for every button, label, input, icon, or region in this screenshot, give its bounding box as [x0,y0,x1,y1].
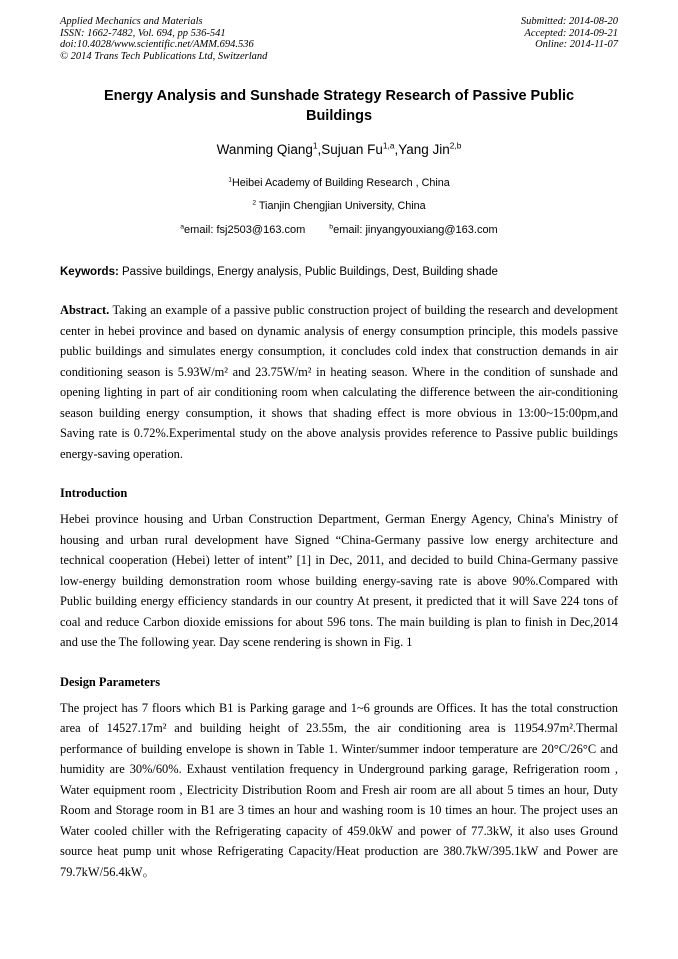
journal-copyright: © 2014 Trans Tech Publications Ltd, Switzerland [60,50,268,62]
paper-title: Energy Analysis and Sunshade Strategy Research of Passive Public Buildings [103,88,575,124]
journal-doi: doi:10.4028/www.scientific.net/AMM.694.536 [60,39,254,50]
introduction-body: Hebei province housing and Urban Construction Department, German Energy Agency, China's Ministry of housing and urban rural development have Signed “China-Germany passive low energy architecture and technical cooperation (Hebei) letter of intent” [1] in Dec, 2011, and decided to build China-Germany passive low-energy building demonstration room whose building energy-saving rate is above 90%.Compared with Public building energy efficiency standards in our country At present, it predicted that it will Save 224 tons of coal and reduce Carbon dioxide emissions for about 596 tons. The main building is plan to finish in Dec,2014 and use the The following year. Day scene rendering is shown in Fig. 1 [60,512,618,649]
journal-info [60,16,267,62]
section-design-parameters [60,675,618,883]
emails-line [60,224,618,237]
submitted-date: Submitted: 2014-08-20 [520,16,618,27]
introduction-heading: Introduction [60,486,128,500]
journal-issn-volume: ISSN: 1662-7482, Vol. 694, pp 536-541 [60,27,226,39]
affiliation-2: $^2$ Tianjin Chengjian University, China [252,199,426,212]
online-date: Online: 2014-11-07 [535,39,618,50]
accepted-date: Accepted: 2014-09-21 [524,27,618,39]
keywords-line [60,265,618,279]
submission-dates [521,16,618,51]
abstract-label: Abstract. [60,303,110,317]
design-parameters-body: The project has 7 floors which B1 is Parking garage and 1~6 grounds are Offices. It has the total construction area of 14527.17m² and building height of 23.55m, the air conditioning area is 11954.97m².Thermal performance of building envelope is shown in Table 1. Winter/summer indoor temperature are 20°C/26°C and humidity are 30%/60%. Exhaust ventilation frequency in Underground parking garage, Refrigeration room , Water equipment room , Electricity Distribution Room and Fresh air room are all about 5 times an hour, Duty Room and Storage room in B1 are 3 times an hour and washing room is 10 times an hour. The project uses an Water cooled chiller with the Refrigerating capacity of 459.0kW and power of 77.3kW, it also uses Ground source heat pump unit whose Refrigerating Capacity/Heat production are 380.7kW/395.1kW and Power are 79.7kW/56.4kW。 [60,700,618,879]
email-item: $^a$email: fsj2503@163.com [180,223,306,236]
keywords-text: Passive buildings, Energy analysis, Public Buildings, Dest, Building shade [122,266,498,278]
journal-title: Applied Mechanics and Materials [60,16,203,27]
journal-header [60,16,618,62]
keywords-label: Keywords: [60,266,119,278]
design-parameters-heading: Design Parameters [60,674,161,689]
section-introduction [60,486,618,653]
affiliation-1: $^1$Heibei Academy of Building Research , China [228,176,450,189]
abstract [60,300,618,464]
email-item: $^b$email: jinyangyouxiang@163.com [329,223,498,236]
authors-line: Wanming Qiang$^1$,Sujuan Fu$^{1,a}$,Yang Jin$^{2,b}$ [216,140,462,157]
abstract-text: Taking an example of a passive public construction project of building the research and development center in hebei province and based on dynamic analysis of energy consumption principle, this models passive public buildings and simulates energy consumption, it concludes cold index that construction demands in air conditioning season is 5.93W/m² and 23.75W/m² in heating season. Where in the condition of sunshade and opening lighting in part of air conditioning room when calculating the difference between the air-conditioning season building energy consumption, it shows that shading effect is more obvious in 13:00~15:00pm,and Saving rate is 0.72%.Experimental study on the above analysis provides reference to Passive public buildings energy-saving operation. [60,303,618,461]
